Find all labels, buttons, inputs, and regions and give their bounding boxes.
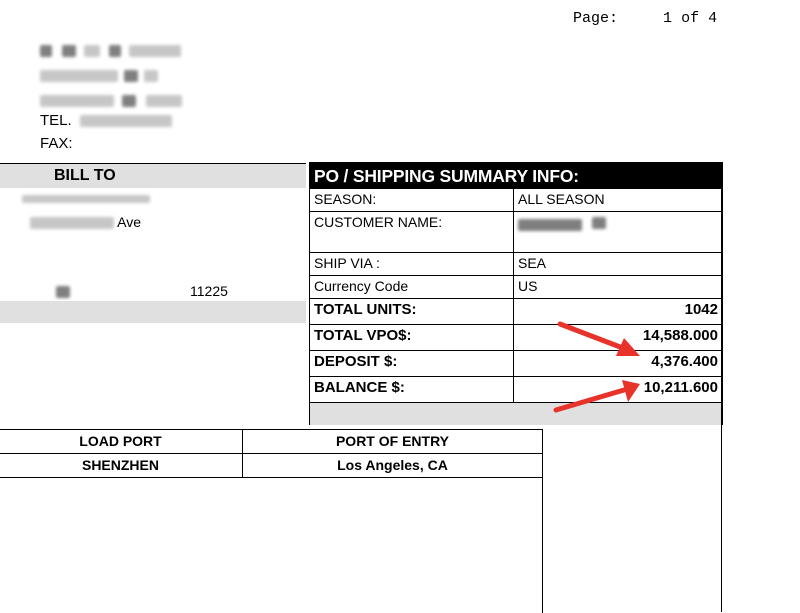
bill-to-street-suffix: Ave — [117, 214, 141, 230]
summary-row-total-vpo — [310, 324, 722, 350]
summary-label: TOTAL VPO$: — [310, 325, 514, 350]
redacted-text — [62, 45, 76, 57]
summary-label: CUSTOMER NAME: — [310, 212, 514, 252]
summary-value: 4,376.400 — [651, 353, 718, 370]
redacted-text — [80, 115, 172, 127]
redacted-text — [592, 217, 606, 229]
company-name — [40, 42, 181, 59]
summary-value: SEA — [518, 255, 547, 271]
summary-value: US — [518, 278, 538, 294]
summary-row-ship-via — [310, 252, 722, 275]
company-fax — [40, 135, 73, 152]
tel-label: TEL. — [40, 112, 72, 129]
redacted-text — [40, 95, 114, 107]
redacted-text — [40, 70, 118, 82]
bill-to-header — [0, 163, 306, 188]
page-indicator — [573, 10, 717, 27]
redacted-text — [56, 286, 70, 298]
summary-row-currency — [310, 275, 722, 298]
summary-label: DEPOSIT $: — [310, 351, 514, 376]
bill-to-zip: 11225 — [190, 283, 228, 299]
redacted-text — [30, 217, 114, 229]
redacted-text — [40, 45, 52, 57]
page-current: 1 — [663, 10, 673, 27]
summary-value: 14,588.000 — [642, 327, 718, 344]
summary-label: Currency Code — [310, 276, 514, 298]
company-city — [40, 92, 182, 109]
page-frame-rule — [721, 162, 722, 612]
summary-label: BALANCE $: — [310, 377, 514, 402]
redacted-text — [144, 70, 158, 82]
ports-value-row — [0, 454, 542, 478]
port-of-entry-value: Los Angeles, CA — [337, 457, 448, 473]
summary-row-balance — [310, 376, 722, 402]
summary-row-season — [310, 188, 722, 211]
summary-label: SEASON: — [310, 189, 514, 211]
summary-row-total-units — [310, 298, 722, 324]
summary-row-customer — [310, 211, 722, 252]
redacted-text — [22, 195, 150, 203]
summary-value-redacted — [514, 212, 722, 252]
company-tel — [40, 112, 172, 129]
redacted-text — [84, 45, 100, 57]
summary-title: PO / SHIPPING SUMMARY INFO: — [310, 163, 722, 188]
company-street — [40, 67, 158, 84]
bill-to-footer-band — [0, 301, 306, 323]
summary-row-deposit — [310, 350, 722, 376]
port-of-entry-header: PORT OF ENTRY — [335, 433, 450, 449]
page-total: 4 — [708, 10, 718, 27]
bill-to-title: BILL TO — [54, 167, 116, 184]
ports-header-row — [0, 430, 542, 454]
po-shipping-summary — [309, 162, 723, 425]
page-label: Page: — [573, 10, 619, 27]
summary-value: 10,211.600 — [643, 379, 718, 396]
redacted-text — [124, 70, 138, 82]
redacted-text — [129, 45, 181, 57]
load-port-header: LOAD PORT — [0, 430, 243, 453]
bill-to-street — [30, 214, 141, 230]
redacted-text — [146, 95, 182, 107]
summary-footer-band — [310, 402, 722, 425]
fax-label: FAX: — [40, 135, 73, 152]
summary-value: ALL SEASON — [518, 191, 605, 207]
summary-label: TOTAL UNITS: — [310, 299, 514, 324]
redacted-text — [518, 219, 582, 231]
summary-label: SHIP VIA : — [310, 253, 514, 275]
bill-to-city — [56, 283, 70, 299]
redacted-text — [122, 95, 136, 107]
summary-value: 1042 — [684, 301, 718, 318]
bill-to-company — [22, 190, 150, 206]
load-port-value: SHENZHEN — [0, 454, 243, 477]
redacted-text — [109, 45, 121, 57]
ports-table — [0, 429, 543, 613]
page-of: of — [681, 10, 700, 27]
